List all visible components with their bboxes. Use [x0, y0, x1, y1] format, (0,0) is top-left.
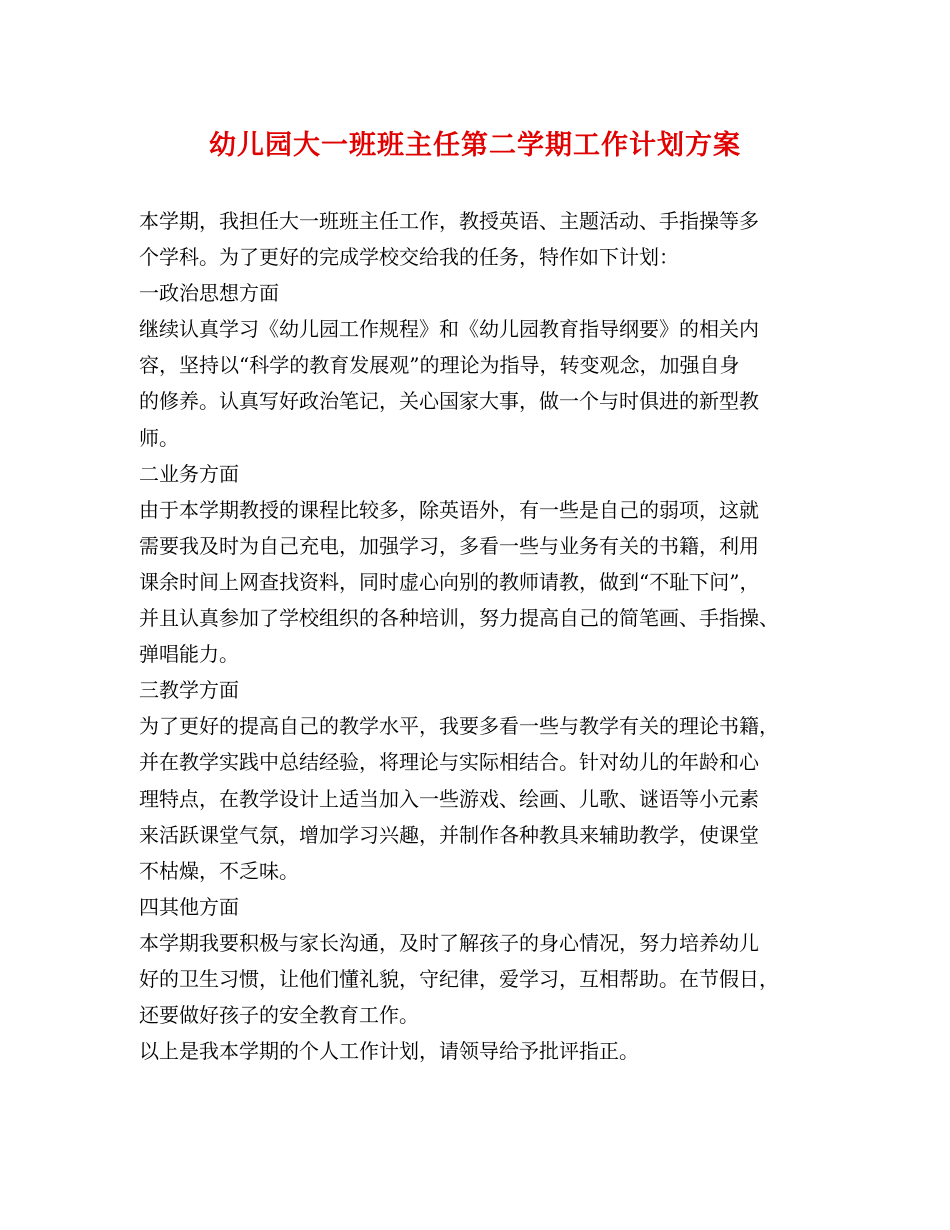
body-line: 好的卫生习惯，让他们懂礼貌，守纪律，爱学习，互相帮助。在节假日，: [139, 966, 779, 991]
body-line: 理特点，在教学设计上适当加入一些游戏、绘画、儿歌、谜语等小元素: [139, 786, 759, 811]
body-line: 个学科。为了更好的完成学校交给我的任务，特作如下计划：: [139, 245, 679, 270]
body-line: 容，坚持以“科学的教育发展观”的理论为指导，转变观念，加强自身: [139, 353, 740, 378]
section-heading: 二业务方面: [139, 461, 239, 486]
section-heading: 一政治思想方面: [139, 281, 279, 306]
body-line: 需要我及时为自己充电，加强学习，多看一些与业务有关的书籍，利用: [139, 533, 759, 558]
body-line: 不枯燥，不乏味。: [139, 858, 299, 883]
body-line: 来活跃课堂气氛，增加学习兴趣，并制作各种教具来辅助教学，使课堂: [139, 822, 759, 847]
section-heading: 四其他方面: [139, 894, 239, 919]
body-line: 本学期我要积极与家长沟通，及时了解孩子的身心情况，努力培养幼儿: [139, 930, 759, 955]
body-line: 本学期，我担任大一班班主任工作，教授英语、主题活动、手指操等多: [139, 209, 759, 233]
body-line: 并且认真参加了学校组织的各种培训，努力提高自己的简笔画、手指操、: [139, 606, 779, 631]
body-line: 继续认真学习《幼儿园工作规程》和《幼儿园教育指导纲要》的相关内: [139, 317, 759, 342]
body-line: 弹唱能力。: [139, 642, 239, 667]
section-heading: 三教学方面: [139, 678, 239, 703]
document-body: [139, 203, 829, 1069]
body-line: 师。: [139, 425, 179, 450]
body-line: 以上是我本学期的个人工作计划，请领导给予批评指正。: [139, 1039, 639, 1064]
body-line: 还要做好孩子的安全教育工作。: [139, 1003, 419, 1028]
document-title: 幼儿园大一班班主任第二学期工作计划方案: [209, 130, 741, 161]
body-line: 的修养。认真写好政治笔记，关心国家大事，做一个与时俱进的新型教: [139, 389, 759, 414]
body-line: 为了更好的提高自己的教学水平，我要多看一些与教学有关的理论书籍，: [139, 714, 779, 739]
body-line: 课余时间上网查找资料，同时虚心向别的教师请教，做到“不耻下问”，: [139, 569, 760, 594]
body-line: 并在教学实践中总结经验，将理论与实际相结合。针对幼儿的年龄和心: [139, 750, 759, 775]
body-line: 由于本学期教授的课程比较多，除英语外，有一些是自己的弱项，这就: [139, 497, 759, 522]
